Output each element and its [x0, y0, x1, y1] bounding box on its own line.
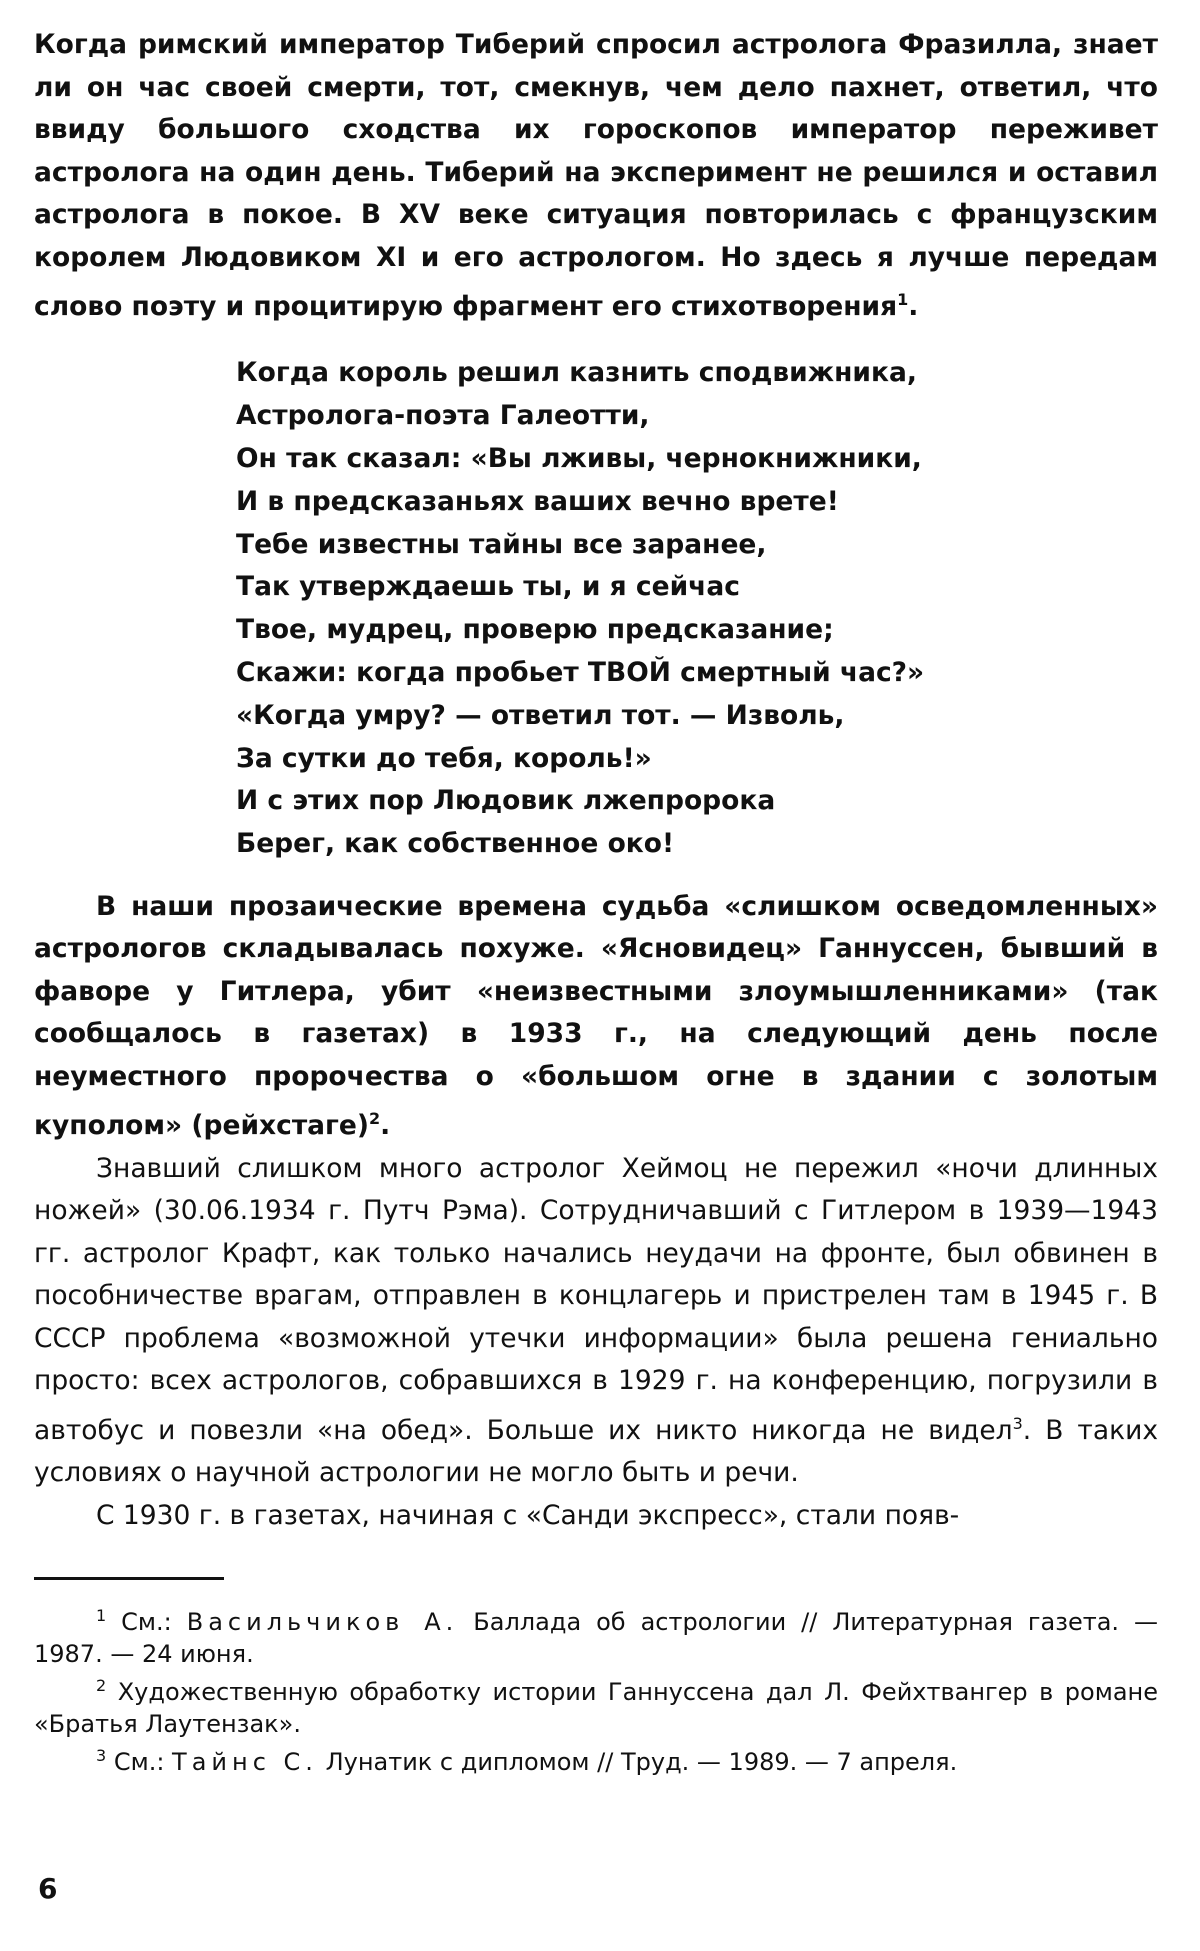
paragraph-3-tail: . В таких условиях о научной астрологии не могло быть и речи.	[34, 1414, 1159, 1489]
poem-line: И с этих пор Людовик лжепророка	[236, 785, 776, 817]
paragraph-2-text: В наши прозаические времена судьба «слишком осведомленных» астрологов складывалась похуже. «Ясновидец» Ганнуссен, бывший в фаворе у Гитлера, убит «неизвестными злоумышленниками» (так сообщалось в газетах) в 1933 г., на следующий день после неуместного пророчества о «большом огне в здании с золотым куполом» (рейхстаге)	[34, 890, 1158, 1142]
footnote-3	[34, 1740, 1158, 1778]
footnote-author: Васильчиков А.	[186, 1608, 459, 1637]
poem-line: Тебе известны тайны все заранее,	[236, 528, 767, 560]
poem-line: Твое, мудрец, проверю предсказание;	[236, 614, 834, 646]
footnote-text: Художественную обработку истории Ганнуссена дал Л. Фейхтвангер в романе «Братья Лаутензак».	[34, 1678, 1158, 1739]
poem-line: И в предсказаньях ваших вечно врете!	[236, 485, 839, 517]
footnote-author: Тайнс С.	[172, 1748, 318, 1777]
footnote-number: 2	[96, 1676, 107, 1696]
paragraph-1-tail: .	[908, 290, 919, 322]
poem-line: Берег, как собственное око!	[236, 828, 675, 860]
paragraph-2-tail: .	[380, 1110, 391, 1142]
poem-line: «Когда умру? — ответил тот. — Изволь,	[236, 699, 845, 731]
paragraph-1	[34, 24, 1158, 328]
paragraph-3	[34, 1148, 1158, 1495]
poem-line: Он так сказал: «Вы лживы, чернокнижники,	[236, 442, 922, 474]
poem	[236, 352, 1158, 866]
footnote-ref-3: 3	[1012, 1413, 1023, 1433]
paragraph-4: С 1930 г. в газетах, начиная с «Санди экспресс», стали появ-	[96, 1499, 960, 1531]
footnote-ref-2: 2	[369, 1109, 381, 1129]
footnote-prefix: См.:	[113, 1748, 165, 1777]
paragraph-1-text: Когда римский император Тиберий спросил астролога Фразилла, знает ли он час своей смерти, тот, смекнув, чем дело пахнет, ответил, что ввиду большого сходства их гороскопов император переживет астролога на один день. Тиберий на эксперимент не решился и оставил астролога в покое. В XV веке ситуация повторилась с французским королем Людовиком XI и его астрологом. Но здесь я лучше передам слово поэту и процитирую фрагмент его стихотворения	[34, 29, 1158, 322]
footnote-number: 3	[96, 1746, 107, 1766]
footnote-text: Баллада об астрологии // Литературная газета. — 1987. — 24 июня.	[34, 1608, 1159, 1669]
footnote-ref-1: 1	[897, 290, 909, 309]
poem-line: Когда король решил казнить сподвижника,	[236, 357, 917, 389]
poem-line: Скажи: когда пробьет ТВОЙ смертный час?»	[236, 656, 925, 688]
page-body	[34, 24, 1158, 1778]
footnote-text: Лунатик с дипломом // Труд. — 1989. — 7 апреля.	[325, 1748, 958, 1777]
page-number: 6	[38, 1872, 58, 1905]
poem-line: За сутки до тебя, король!»	[236, 742, 652, 774]
footnote-2	[34, 1670, 1158, 1740]
paragraph-2	[34, 886, 1158, 1148]
footnote-1	[34, 1600, 1158, 1670]
footnote-prefix: См.:	[121, 1608, 172, 1637]
paragraph-3-text: Знавший слишком много астролог Хеймоц не пережил «ночи длинных ножей» (30.06.1934 г. Путч Рэма). Сотрудничавший с Гитлером в 1939—1943 гг. астролог Крафт, как только начались неудачи на фронте, был обвинен в пособничестве врагам, отправлен в концлагерь и пристрелен там в 1945 г. В СССР проблема «возможной утечки информации» была решена гениально просто: всех астрологов, собравшихся в 1929 г. на конференцию, погрузили в автобус и повезли «на обед». Больше их никто никогда не видел	[34, 1152, 1158, 1446]
footnote-number: 1	[96, 1606, 107, 1626]
footnote-divider	[34, 1577, 224, 1580]
poem-line: Так утверждаешь ты, и я сейчас	[236, 571, 740, 603]
poem-line: Астролога-поэта Галеотти,	[236, 400, 650, 432]
